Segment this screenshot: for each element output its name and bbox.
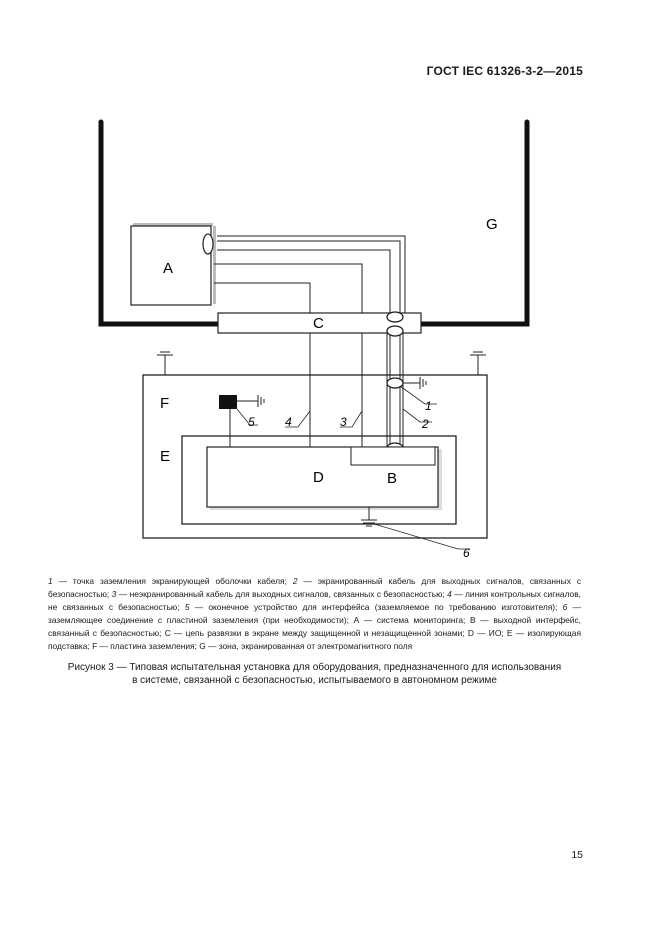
callout-1: 1	[425, 399, 432, 413]
legend-num: 5	[184, 602, 190, 612]
figure-caption	[48, 661, 581, 687]
cable-shield-ring-upper	[387, 312, 403, 322]
legend-text: — неэкранированный кабель для выходных сигналов, связанных с безопасностью;	[116, 589, 448, 599]
cable-shield-ring-lower	[387, 326, 403, 336]
cable-shield-ring-a	[203, 234, 213, 254]
legend-text: — экранированный кабель для выходных сигналов, связанных с безопасностью;	[48, 576, 582, 599]
callout-3: 3	[340, 415, 347, 429]
label-b: B	[387, 470, 398, 487]
legend-num: 3	[111, 589, 117, 599]
callout-6: 6	[463, 546, 470, 560]
standard-header: ГОСТ IEC 61326-3-2—2015	[426, 64, 583, 78]
legend-num: 6	[562, 602, 568, 612]
legend-tail: А — система мониторинга; В — выходной интерфейс, связанный с безопасностью; С — цепь развязки в экране между защищенной и незащищенной зонами; D — ИО; Е — изолирующая подставка; F — пластина заземления; G — зона, экранированная от электромагнитного поля	[48, 615, 581, 651]
label-f: F	[160, 395, 170, 412]
page-number: 15	[571, 849, 583, 861]
label-c: C	[313, 315, 324, 332]
caption-line-2: в системе, связанной с безопасностью, испытываемого в автономном режиме	[132, 675, 497, 686]
label-e: E	[160, 448, 171, 465]
legend-text: — точка заземления экранирующей оболочки кабеля;	[52, 576, 293, 586]
label-d: D	[313, 469, 324, 486]
legend-text: — линия контрольных сигналов, не связанных с безопасностью;	[48, 589, 581, 612]
legend-num: 2	[292, 576, 298, 586]
legend-text: — оконечное устройство для интерфейса (заземляемое по требованию изготовителя);	[189, 602, 563, 612]
legend-num: 4	[447, 589, 452, 599]
caption-line-1: Рисунок 3 — Типовая испытательная установка для оборудования, предназначенного для использования	[67, 662, 562, 673]
label-a: A	[163, 260, 174, 277]
interface-terminator	[219, 395, 237, 409]
callout-4: 4	[285, 415, 292, 429]
legend-num: 1	[48, 576, 53, 586]
output-interface-b	[351, 447, 435, 465]
figure-legend	[48, 575, 581, 653]
callout-2: 2	[422, 417, 429, 431]
callout-5: 5	[248, 415, 255, 429]
label-g: G	[486, 216, 498, 233]
legend-text: — заземляющее соединение с пластиной заземления (при необходимости);	[48, 602, 581, 625]
